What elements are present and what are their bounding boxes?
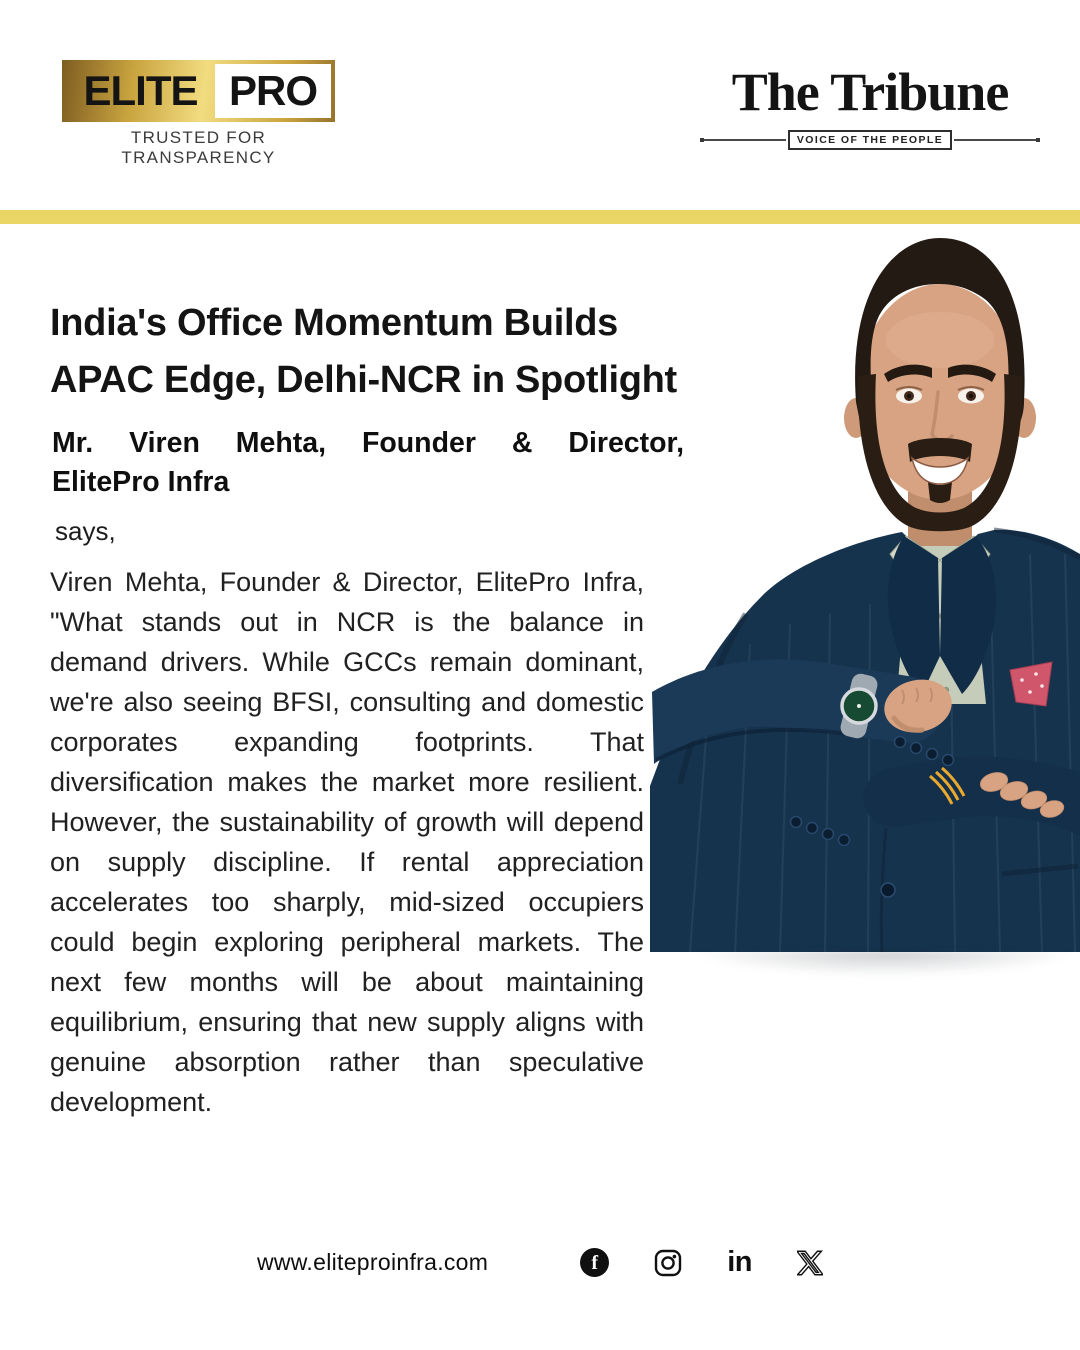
rule-line-left [704, 139, 786, 141]
elitepro-logo [62, 60, 335, 168]
rule-line-right [954, 139, 1036, 141]
website-url[interactable]: www.eliteproinfra.com [256, 1249, 489, 1275]
attribution-line-2: ElitePro Infra [52, 466, 230, 498]
tribune-logo [700, 64, 1040, 150]
footer [0, 1248, 1080, 1277]
facebook-glyph: f [591, 1251, 599, 1274]
says-label: says, [55, 516, 116, 546]
accent-divider-bar [0, 210, 1080, 224]
logo-pro-text: PRO [215, 64, 331, 118]
quote-body: Viren Mehta, Founder & Director, ElitePro Infra, "What stands out in NCR is the balance in demand drivers. While GCCs remain dominant, we're also seeing BFSI, consulting and domestic corporates expanding footprints. That diversification makes the market more resilient. However, the sustainability of growth will depend on supply discipline. If rental appreciation accelerates too sharply, mid-sized occupiers could begin exploring peripheral markets. The next few months will be about maintaining equilibrium, ensuring that new supply aligns with genuine absorption rather than speculative development. [50, 567, 644, 1117]
elitepro-logo-box [62, 60, 335, 122]
rule-dot-right [1036, 138, 1040, 142]
instagram-icon[interactable] [654, 1249, 682, 1277]
x-icon[interactable] [797, 1250, 823, 1276]
tribune-name: The Tribune [731, 62, 1009, 122]
brand-tagline: TRUSTED FOR TRANSPARENCY [121, 128, 276, 167]
logo-elite-text: ELITE [83, 67, 198, 114]
attribution-line-1: Mr. Viren Mehta, Founder & Director, [52, 427, 684, 459]
tribune-tagline: VOICE OF THE PEOPLE [788, 130, 952, 150]
linkedin-icon[interactable]: in [727, 1246, 753, 1278]
portrait-illustration [650, 224, 1080, 952]
attribution [52, 424, 684, 502]
headline-line-2: APAC Edge, Delhi-NCR in Spotlight [50, 359, 677, 401]
article-headline [50, 295, 677, 409]
portrait-photo [650, 224, 1080, 952]
headline-line-1: India's Office Momentum Builds [50, 302, 618, 344]
social-icons [580, 1248, 823, 1277]
tribune-rule [700, 130, 1040, 150]
facebook-icon[interactable] [580, 1248, 609, 1277]
photo-bottom-shadow [690, 951, 1080, 977]
